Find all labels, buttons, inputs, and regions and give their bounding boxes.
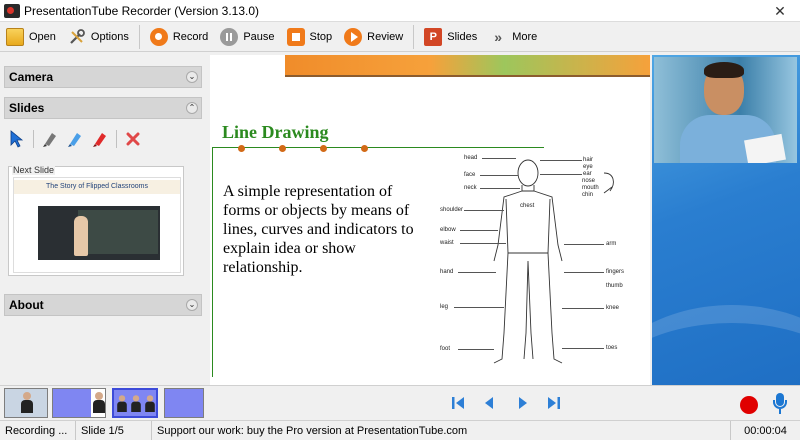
- label-hair: hair: [583, 157, 594, 163]
- next-slide-button[interactable]: [514, 394, 532, 412]
- app-logo-icon: [4, 4, 20, 18]
- double-chevron-right-icon: »: [494, 28, 503, 45]
- label-arm: arm: [606, 241, 617, 247]
- more-button[interactable]: [483, 24, 543, 50]
- about-section-title: About: [9, 298, 44, 312]
- stop-button[interactable]: [281, 24, 339, 50]
- about-section-header[interactable]: [4, 294, 202, 316]
- presenter-icon: [145, 395, 155, 413]
- options-button[interactable]: [62, 24, 135, 50]
- label-nose: nose: [582, 178, 596, 184]
- toolbar-separator: [413, 25, 414, 49]
- webcam-panel: [652, 55, 800, 385]
- status-bar: [0, 420, 800, 440]
- label-chin: chin: [582, 192, 594, 198]
- label-elbow: elbow: [440, 227, 456, 233]
- options-label: Options: [90, 30, 129, 43]
- stop-label: Stop: [309, 30, 333, 43]
- record-label: Record: [172, 30, 209, 43]
- play-icon: [344, 28, 362, 46]
- layout-presenter-only[interactable]: [4, 388, 48, 418]
- next-slide-label: Next Slide: [13, 165, 55, 175]
- open-button[interactable]: [0, 24, 62, 50]
- collapse-chevron-icon[interactable]: ⌃: [186, 102, 198, 114]
- label-foot: foot: [440, 346, 451, 352]
- delete-icon[interactable]: [124, 129, 142, 149]
- slides-button[interactable]: [418, 24, 483, 50]
- pause-button[interactable]: [214, 24, 280, 50]
- presenter-icon: [93, 392, 105, 414]
- tool-separator: [33, 130, 34, 148]
- label-thumb: thumb: [606, 283, 623, 289]
- bottom-control-bar: [0, 385, 800, 419]
- close-icon: ✕: [774, 2, 786, 19]
- bullet-dot: [320, 145, 327, 152]
- expand-chevron-icon[interactable]: ⌄: [186, 299, 198, 311]
- layout-slide-with-presenter[interactable]: [52, 388, 106, 418]
- slides-section-header[interactable]: [4, 97, 202, 119]
- annotation-tools: [8, 128, 149, 150]
- gray-pen-icon[interactable]: [41, 129, 59, 149]
- label-fingers: fingers: [606, 269, 625, 275]
- bullet-dot: [361, 145, 368, 152]
- expand-chevron-icon[interactable]: ⌄: [186, 71, 198, 83]
- recording-indicator-icon[interactable]: [740, 396, 758, 414]
- label-shoulder: shoulder: [440, 207, 464, 213]
- layout-multi-presenter[interactable]: [112, 388, 158, 418]
- elapsed-time: 00:00:04: [730, 421, 800, 440]
- previous-slide-button[interactable]: [480, 394, 498, 412]
- label-head: head: [464, 155, 478, 161]
- presenter-icon: [117, 395, 127, 413]
- label-chest: chest: [520, 203, 535, 209]
- label-hand: hand: [440, 269, 454, 275]
- human-body-diagram: [436, 153, 636, 371]
- close-window-button[interactable]: [760, 0, 800, 22]
- slide-banner: [285, 55, 650, 75]
- heading-underline: [212, 147, 544, 148]
- recording-status: Recording ...: [0, 421, 76, 440]
- label-mouth: mouth: [582, 185, 599, 191]
- window-title: PresentationTube Recorder (Version 3.13.0): [24, 3, 260, 18]
- label-toes: toes: [606, 345, 618, 351]
- record-button[interactable]: [144, 24, 214, 50]
- stop-icon: [287, 28, 305, 46]
- slides-label: Slides: [447, 30, 478, 43]
- review-button[interactable]: [338, 24, 409, 50]
- slide-border: [212, 147, 213, 377]
- presenter-icon: [21, 392, 33, 414]
- powerpoint-icon: P: [424, 28, 442, 46]
- record-icon: [150, 28, 168, 46]
- camera-section-header[interactable]: [4, 66, 202, 88]
- next-slide-thumbnail: [13, 177, 181, 273]
- presenter-video: [654, 57, 797, 163]
- last-slide-button[interactable]: [545, 394, 563, 412]
- bullet-dot: [238, 145, 245, 152]
- more-label: More: [512, 30, 538, 43]
- microphone-icon[interactable]: [773, 393, 787, 415]
- label-ear: ear: [583, 171, 592, 177]
- presenter-icon: [131, 395, 141, 413]
- label-neck: neck: [464, 185, 477, 191]
- open-label: Open: [29, 30, 56, 43]
- toolbar-separator: [139, 25, 140, 49]
- slide-counter: Slide 1/5: [76, 421, 152, 440]
- title-bar: [0, 0, 800, 22]
- label-leg: leg: [440, 304, 449, 310]
- pause-icon: [220, 28, 238, 46]
- label-waist: waist: [440, 240, 454, 246]
- pointer-icon[interactable]: [8, 129, 26, 149]
- main-toolbar: [0, 22, 800, 52]
- blue-pen-icon[interactable]: [66, 129, 84, 149]
- first-slide-button[interactable]: [449, 394, 467, 412]
- support-message: Support our work: buy the Pro version at PresentationTube.com: [157, 424, 468, 437]
- label-knee: knee: [606, 305, 620, 311]
- label-eye: eye: [583, 164, 593, 170]
- bullet-dot: [279, 145, 286, 152]
- red-pen-icon[interactable]: [91, 129, 109, 149]
- tools-icon: [68, 28, 86, 46]
- classroom-photo: [38, 206, 160, 260]
- camera-section-title: Camera: [9, 70, 54, 84]
- folder-open-icon: [6, 28, 24, 46]
- slide-body-text: A simple representation of forms or objects by means of lines, curves and indicators to explain idea or show relationship.: [223, 183, 414, 276]
- tool-separator: [116, 130, 117, 148]
- review-label: Review: [367, 30, 404, 43]
- label-face: face: [464, 172, 476, 178]
- next-slide-preview[interactable]: [8, 166, 184, 276]
- layout-slide-only[interactable]: [164, 388, 204, 418]
- next-slide-title: The Story of Flipped Classrooms: [14, 180, 180, 194]
- slide-canvas[interactable]: [210, 55, 650, 385]
- slide-heading: Line Drawing: [222, 122, 329, 142]
- slides-section-title: Slides: [9, 101, 45, 115]
- pause-label: Pause: [243, 30, 275, 43]
